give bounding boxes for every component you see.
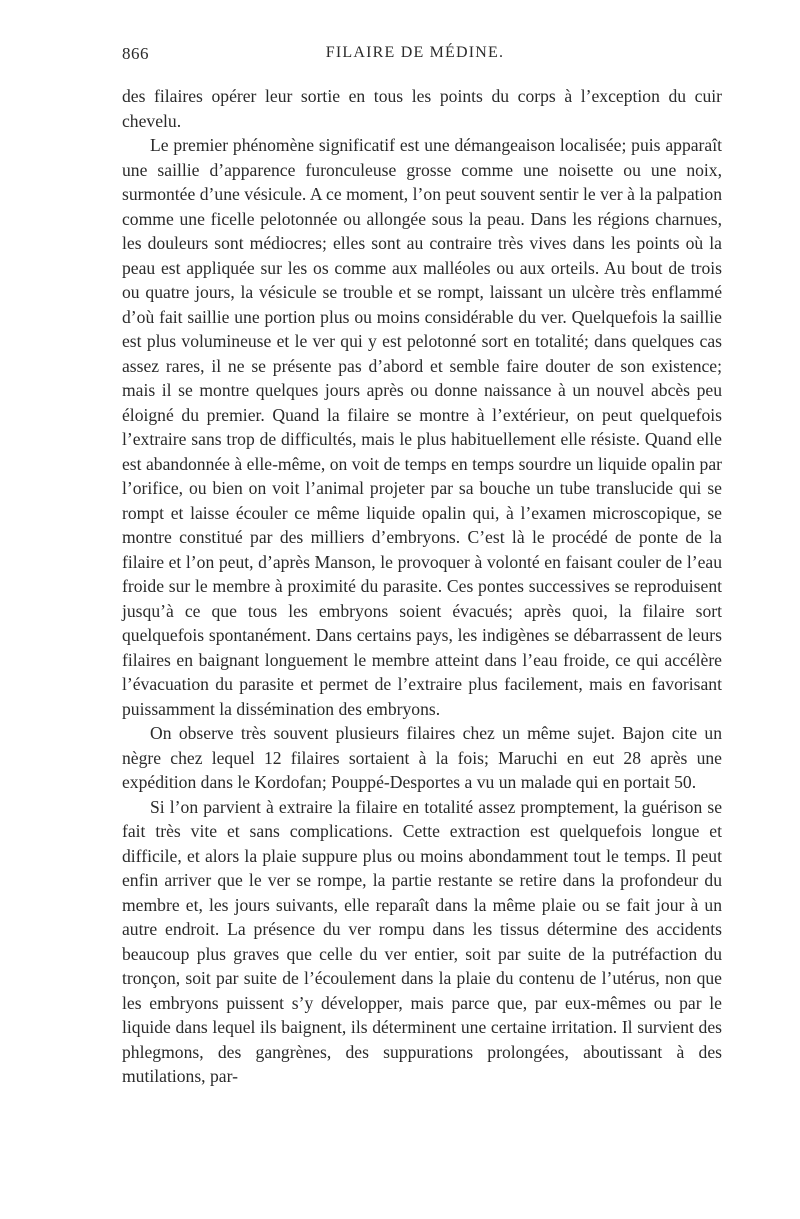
running-title: FILAIRE DE MÉDINE. — [325, 44, 505, 61]
running-header — [122, 44, 708, 68]
paragraph-extraction: Si l’on parvient à extraire la filaire en totalité assez promptement, la guérison se fait très vite et sans complications. Cette extraction est quelquefois longue et difficile, et alors la plaie suppure plus ou moins abondamment tout le temps. Il peut enfin arriver que le ver se rompe, la partie restante se retire dans la profondeur du membre et, les jours suivants, elle reparaît dans la même plaie ou se fait jour à un autre endroit. La présence du ver rompu dans les tissus détermine des accidents beaucoup plus graves que celle du ver entier, soit par suite de la putréfaction du tronçon, soit par suite de l’écoulement dans la plaie du contenu de l’utérus, non que les embryons puissent s’y développer, mais parce que, par eux-mêmes ou par le liquide dans lequel ils baignent, ils déterminent une certaine irritation. Il survient des phlegmons, des gangrènes, des suppurations prolongées, aboutissant à des mutilations, par- — [122, 796, 722, 1086]
page-number: 866 — [122, 44, 149, 63]
body-text — [122, 84, 722, 1089]
paragraph-continuation: des filaires opérer leur sortie en tous les points du corps à l’exception du cuir chevelu. — [122, 86, 722, 131]
paragraph-multiple-filaires: On observe très souvent plusieurs filaires chez un même sujet. Bajon cite un nègre chez lequel 12 filaires sortaient à la fois; Maruchi en eut 28 après une expédition dans le Kordofan; Pouppé-Desportes a vu un malade qui en portait 50. — [122, 723, 722, 792]
paragraph-symptoms: Le premier phénomène significatif est une démangeaison localisée; puis apparaît une saillie d’apparence furonculeuse grosse comme une noisette ou une noix, surmontée d’une vésicule. A ce moment, l’on peut souvent sentir le ver à la palpation comme une ficelle pelotonnée ou allongée sous la peau. Dans les régions charnues, les douleurs sont médiocres; elles sont au contraire très vives dans les points où la peau est appliquée sur les os comme aux malléoles ou aux orteils. Au bout de trois ou quatre jours, la vésicule se trouble et se rompt, laissant un ulcère très enflammé d’où fait saillie une portion plus ou moins considérable du ver. Quelquefois la saillie est plus volumineuse et le ver qui y est pelotonné sort en totalité; dans quelques cas assez rares, il ne se présente pas d’abord et semble faire douter de son existence; mais il se montre quelques jours après ou donne naissance à un nouvel abcès peu éloigné du premier. Quand la filaire se montre à l’extérieur, on peut quelquefois l’extraire sans trop de difficultés, mais le plus habituellement elle résiste. Quand elle est abandonnée à elle-même, on voit de temps en temps sourdre un liquide opalin par l’orifice, ou bien on voit l’animal projeter par sa bouche un tube translucide qui se rompt et laisse écouler ce même liquide opalin qui, à l’examen microscopique, se montre constitué par des milliers d’embryons. C’est là le procédé de ponte de la filaire et l’on peut, d’après Manson, le provoquer à volonté en faisant couler de l’eau froide sur le membre à proximité du parasite. Ces pontes successives se reproduisent jusqu’à ce que tous les embryons soient évacués; après quoi, la filaire sort quelquefois spontanément. Dans certains pays, les indigènes se débarrassent de leurs filaires en baignant longuement le membre atteint dans l’eau froide, ce qui accélère l’évacuation du parasite et permet de l’extraire plus facilement, mais en favorisant puissamment la dissémination des embryons. — [122, 135, 722, 719]
